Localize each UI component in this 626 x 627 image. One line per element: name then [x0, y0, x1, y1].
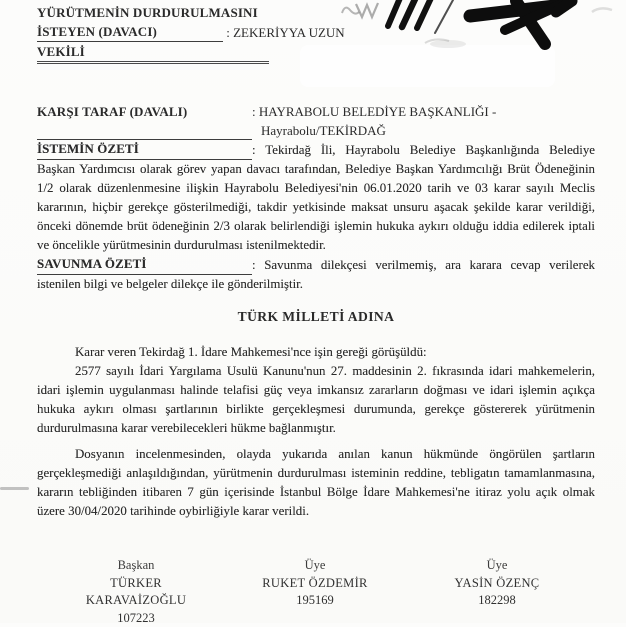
label-istemin-ozeti: İSTEMİN ÖZETİ: [37, 140, 252, 160]
label-vekili: VEKİLİ: [37, 42, 269, 64]
text-savunma-ozeti: : Savunma dilekçesi verilmemiş, ara karara cevap verilerek istenilen bilgi ve belgeler dilekçe ile gönderilmiştir.: [37, 258, 595, 291]
paragraph-karar-veren: Karar veren Tekirdağ 1. İdare Mahkemesi'nce işin gereği görüşüldü:: [37, 343, 595, 362]
signature-uye-1: [215, 557, 415, 610]
label-karsi-taraf-davali: KARŞI TARAF (DAVALI): [37, 103, 252, 140]
value-isteyen-davaci: : ZEKERİYYA UZUN: [226, 25, 344, 40]
heading-turk-milleti-adina: TÜRK MİLLETİ ADINA: [37, 307, 595, 326]
case-header-line1: YÜRÜTMENİN DURDURULMASINI: [37, 3, 595, 22]
value-karsi-taraf: [252, 103, 496, 140]
signature-baskan: [36, 557, 236, 627]
paragraph-dosyanin-incelenmesi: Dosyanın incelenmesinden, olayda yukarıda anılan kanun hükmünde öngörülen şartların gerçekleşmediği anlaşıldığından, yürütmenin durdurulması isteminin reddine, tebligatın tamamlanmasına, kararın tebliğinden itibaren 7 gün içerisinde İstanbul Bölge İdare Mahkemesi'ne itiraz yolu açık olmak üzere 30/04/2020 tarihinde oybirliğiyle karar verildi.: [37, 445, 595, 521]
signature-registry-number: 107223: [36, 610, 236, 627]
party-row-karsi-taraf: [37, 103, 595, 140]
signature-uye-2: [397, 557, 597, 610]
label-isteyen-davaci: İSTEYEN (DAVACI): [37, 22, 223, 42]
signature-registry-number: 195169: [215, 592, 415, 610]
signature-name: YASİN ÖZENÇ: [397, 575, 597, 593]
signature-block: [0, 557, 626, 623]
value-karsi-taraf-line1: : HAYRABOLU BELEDİYE BAŞKANLIĞI -: [252, 103, 496, 122]
signature-title: Üye: [215, 557, 415, 575]
faint-handwriting-mark: [356, 3, 378, 17]
paragraph-2577-sayili: 2577 sayılı İdari Yargılama Usulü Kanunu'nun 27. maddesinin 2. fıkrasında idari mahkemelerin, idari işlemin uygulanması halinde telafisi güç veya imkansız zararların doğması ve idari işlemin açıkça hukuka aykırı olması şartlarının birlikte gerçekleşmesi durumunda, gerekçe göstererek yürütmenin durdurulmasına karar verebilecekleri hükme bağlanmıştır.: [37, 362, 595, 438]
pen-scribble-redaction-mark: [320, 0, 626, 60]
signature-registry-number: 182298: [397, 592, 597, 610]
section-savunma-ozeti: [37, 255, 595, 294]
label-savunma-ozeti: SAVUNMA ÖZETİ: [37, 255, 252, 275]
faint-handwriting-mark: [342, 8, 359, 14]
value-karsi-taraf-line2: Hayrabolu/TEKİRDAĞ: [252, 122, 496, 141]
signature-name: RUKET ÖZDEMİR: [215, 575, 415, 593]
section-istemin-ozeti: [37, 140, 595, 255]
signature-name: TÜRKER: [36, 575, 236, 593]
signature-name-line2: KARAVAİZOĞLU: [36, 592, 236, 610]
signature-title: Başkan: [36, 557, 236, 575]
scan-artifact-left-dash: [0, 487, 29, 490]
scan-smudge: [592, 8, 612, 12]
text-istemin-ozeti: : Tekirdağ İli, Hayrabolu Belediye Başkanlığında Belediye Başkan Yardımcısı olarak görev yapan davacı tarafından, Belediye Başkan Yardımcılığı Brüt Ödeneğinin 1/2 olarak düzenlenmesine ilişkin Hayrabolu Belediyesi'nin 06.01.2020 tarih ve 03 karar sayılı Meclis kararının, hiçbir gerekçe gösterilmediği, takdir yetkisinde maksat unsuru aşacak şekilde karar verildiği, önceki dönemde brüt ödeneğinin 2/3 olarak belirlendiği işlemin hukuka aykırı olduğu iddia edilerek iptali ve öncelikle yürütmesinin durdurulması istenilmektedir.: [37, 143, 595, 252]
signature-title: Üye: [397, 557, 597, 575]
